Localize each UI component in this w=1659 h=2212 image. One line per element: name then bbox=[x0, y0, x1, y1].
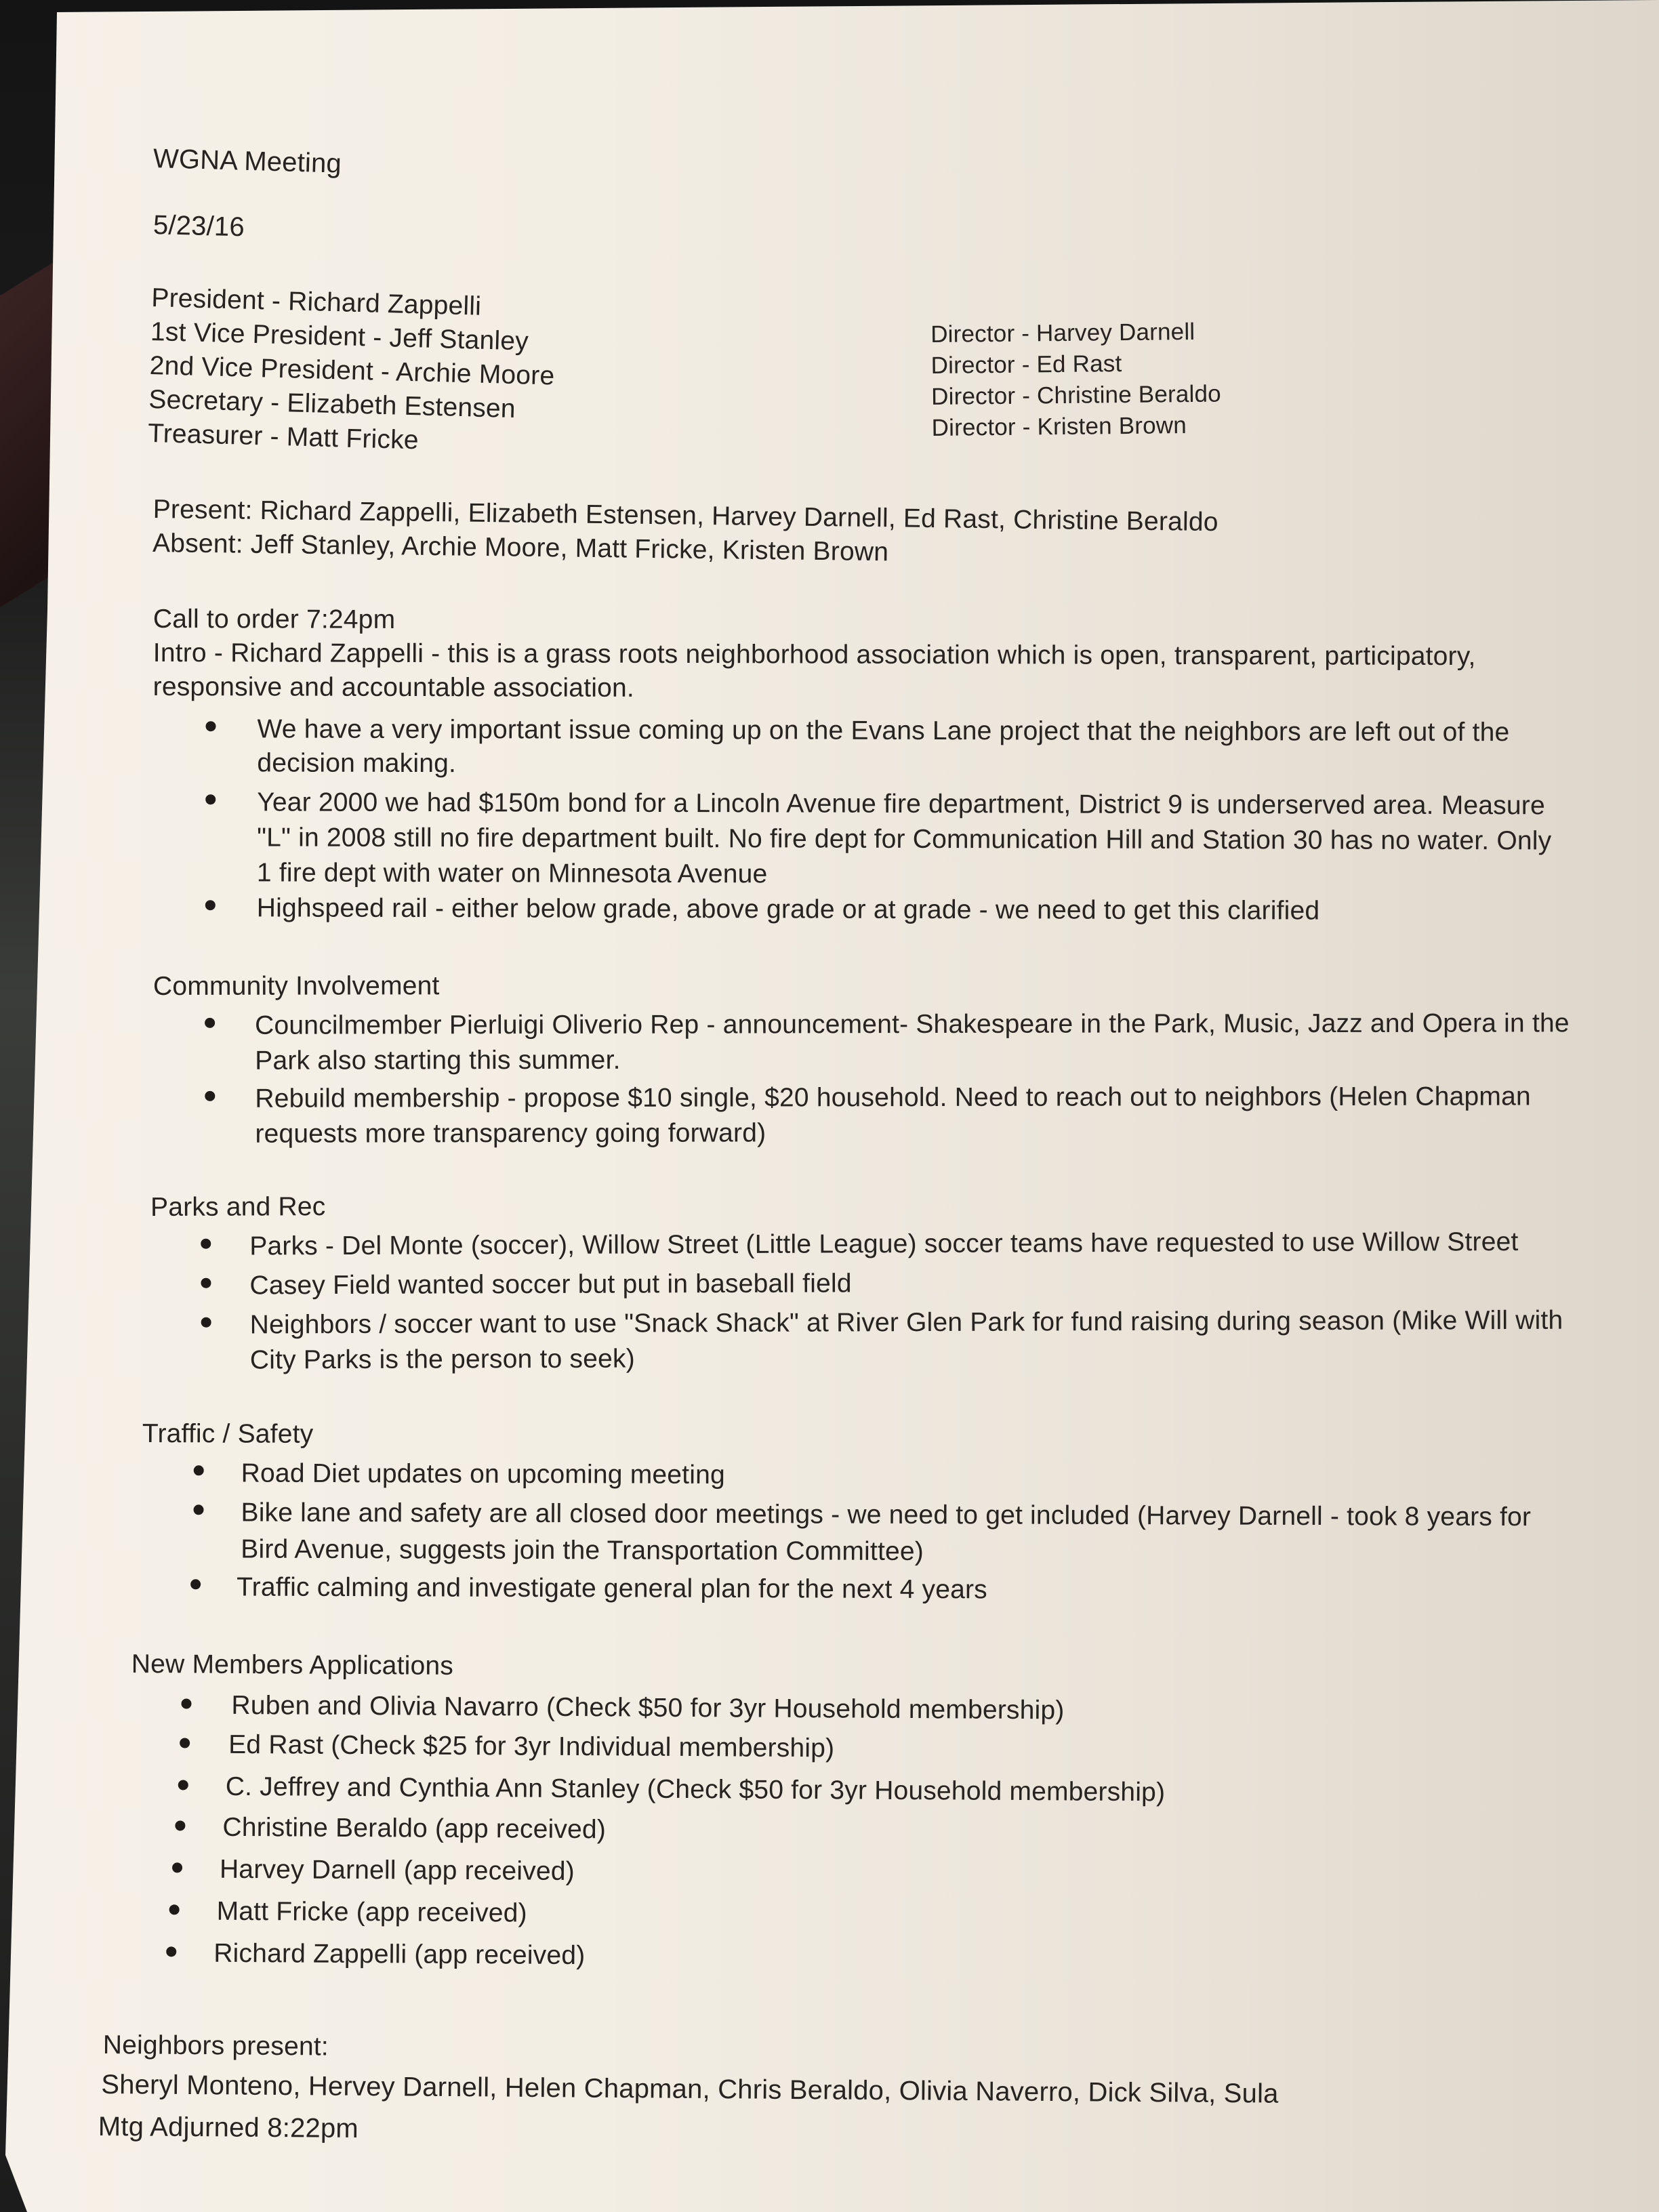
community-bullet-2-line-1: Rebuild membership - propose $10 single, $20 household. Need to reach out to neighbors (Helen Chapman bbox=[255, 1082, 1531, 1113]
bullet-icon bbox=[205, 1018, 215, 1028]
bullet-icon bbox=[194, 1465, 204, 1475]
new-member-3: C. Jeffrey and Cynthia Ann Stanley (Check $50 for 3yr Household membership) bbox=[225, 1771, 1166, 1807]
officer-1st-vice-president: 1st Vice President - Jeff Stanley bbox=[150, 316, 529, 356]
present-members: Present: Richard Zappelli, Elizabeth Estensen, Harvey Darnell, Ed Rast, Christine Beraldo bbox=[152, 495, 1218, 537]
bullet-icon bbox=[205, 900, 216, 910]
parks-bullet-1: Parks - Del Monte (soccer), Willow Street (Little League) soccer teams have requested to use Willow Street bbox=[249, 1227, 1519, 1261]
traffic-bullet-2-line-2: Bird Avenue, suggests join the Transportation Committee) bbox=[241, 1534, 924, 1567]
intro-bullet-2-line-2: "L" in 2008 still no fire department built. No fire dept for Communication Hill and Station 30 has no water. Only bbox=[257, 823, 1552, 856]
new-members-heading: New Members Applications bbox=[131, 1650, 454, 1681]
traffic-bullet-1: Road Diet updates on upcoming meeting bbox=[241, 1458, 725, 1490]
officer-treasurer: Treasurer - Matt Fricke bbox=[147, 418, 419, 455]
call-to-order: Call to order 7:24pm bbox=[152, 605, 396, 634]
neighbors-heading: Neighbors present: bbox=[102, 2030, 329, 2062]
parks-bullet-3-line-1: Neighbors / soccer want to use "Snack Shack" at River Glen Park for fund raising during season (Mike Will with bbox=[249, 1305, 1563, 1340]
new-member-2: Ed Rast (Check $25 for 3yr Individual membership) bbox=[228, 1729, 835, 1763]
bullet-icon bbox=[206, 721, 216, 731]
new-member-4: Christine Beraldo (app received) bbox=[222, 1812, 607, 1845]
meeting-adjourned: Mtg Adjurned 8:22pm bbox=[98, 2111, 359, 2144]
parks-bullet-3-line-2: City Parks is the person to seek) bbox=[249, 1344, 635, 1375]
director-4: Director - Kristen Brown bbox=[931, 412, 1187, 441]
director-3: Director - Christine Beraldo bbox=[930, 380, 1222, 410]
bullet-icon bbox=[190, 1579, 201, 1589]
bullet-icon bbox=[205, 1091, 215, 1101]
neighbors-names: Sheryl Monteno, Hervey Darnell, Helen Chapman, Chris Beraldo, Olivia Naverro, Dick Silva, Sula bbox=[101, 2069, 1279, 2109]
bullet-icon bbox=[166, 1946, 176, 1957]
traffic-bullet-3: Traffic calming and investigate general plan for the next 4 years bbox=[237, 1572, 987, 1605]
bullet-icon bbox=[175, 1820, 185, 1830]
intro-bullet-2-line-1: Year 2000 we had $150m bond for a Lincoln Avenue fire department, District 9 is underserved area. Measure bbox=[257, 787, 1545, 821]
bullet-icon bbox=[181, 1698, 191, 1708]
bullet-icon bbox=[172, 1862, 182, 1872]
bullet-icon bbox=[194, 1504, 204, 1515]
bullet-icon bbox=[201, 1239, 211, 1249]
bullet-icon bbox=[178, 1780, 188, 1790]
new-member-1: Ruben and Olivia Navarro (Check $50 for 3yr Household membership) bbox=[231, 1690, 1065, 1725]
new-member-7: Richard Zappelli (app received) bbox=[213, 1938, 586, 1971]
community-heading: Community Involvement bbox=[153, 971, 440, 1001]
bullet-icon bbox=[180, 1738, 190, 1748]
traffic-heading: Traffic / Safety bbox=[142, 1419, 314, 1449]
parks-heading: Parks and Rec bbox=[150, 1192, 326, 1222]
bullet-icon bbox=[201, 1317, 211, 1328]
document-title: WGNA Meeting bbox=[152, 144, 342, 179]
officer-president: President - Richard Zappelli bbox=[150, 283, 482, 321]
new-member-5: Harvey Darnell (app received) bbox=[219, 1854, 575, 1886]
director-1: Director - Harvey Darnell bbox=[930, 318, 1195, 348]
intro-line-1: Intro - Richard Zappelli - this is a grass roots neighborhood association which is open, transparent, participatory, bbox=[152, 638, 1476, 672]
officer-secretary: Secretary - Elizabeth Estensen bbox=[148, 384, 516, 424]
director-2: Director - Ed Rast bbox=[930, 350, 1122, 379]
intro-bullet-3: Highspeed rail - either below grade, above grade or at grade - we need to get this clarified bbox=[256, 893, 1320, 926]
parks-bullet-2: Casey Field wanted soccer but put in baseball field bbox=[249, 1269, 852, 1300]
bullet-icon bbox=[169, 1904, 180, 1914]
community-bullet-1-line-2: Park also starting this summer. bbox=[255, 1045, 621, 1076]
intro-bullet-1-line-1: We have a very important issue coming up on the Evans Lane project that the neighbors are left out of the bbox=[257, 714, 1510, 747]
intro-bullet-1-line-2: decision making. bbox=[257, 748, 457, 779]
absent-members: Absent: Jeff Stanley, Archie Moore, Matt Fricke, Kristen Brown bbox=[152, 528, 889, 567]
bullet-icon bbox=[201, 1278, 211, 1288]
community-bullet-2-line-2: requests more transparency going forward) bbox=[255, 1118, 766, 1149]
officer-2nd-vice-president: 2nd Vice President - Archie Moore bbox=[149, 350, 555, 391]
bullet-icon bbox=[205, 794, 216, 804]
intro-bullet-2-line-3: 1 fire dept with water on Minnesota Avenue bbox=[256, 858, 768, 889]
traffic-bullet-2-line-1: Bike lane and safety are all closed door meetings - we need to get included (Harvey Darnell - took 8 years for bbox=[241, 1498, 1532, 1532]
intro-line-2: responsive and accountable association. bbox=[152, 672, 635, 703]
community-bullet-1-line-1: Councilmember Pierluigi Oliverio Rep - announcement- Shakespeare in the Park, Music, Jazz and Opera in the bbox=[255, 1008, 1570, 1040]
new-member-6: Matt Fricke (app received) bbox=[216, 1896, 527, 1928]
meeting-date: 5/23/16 bbox=[152, 210, 245, 243]
